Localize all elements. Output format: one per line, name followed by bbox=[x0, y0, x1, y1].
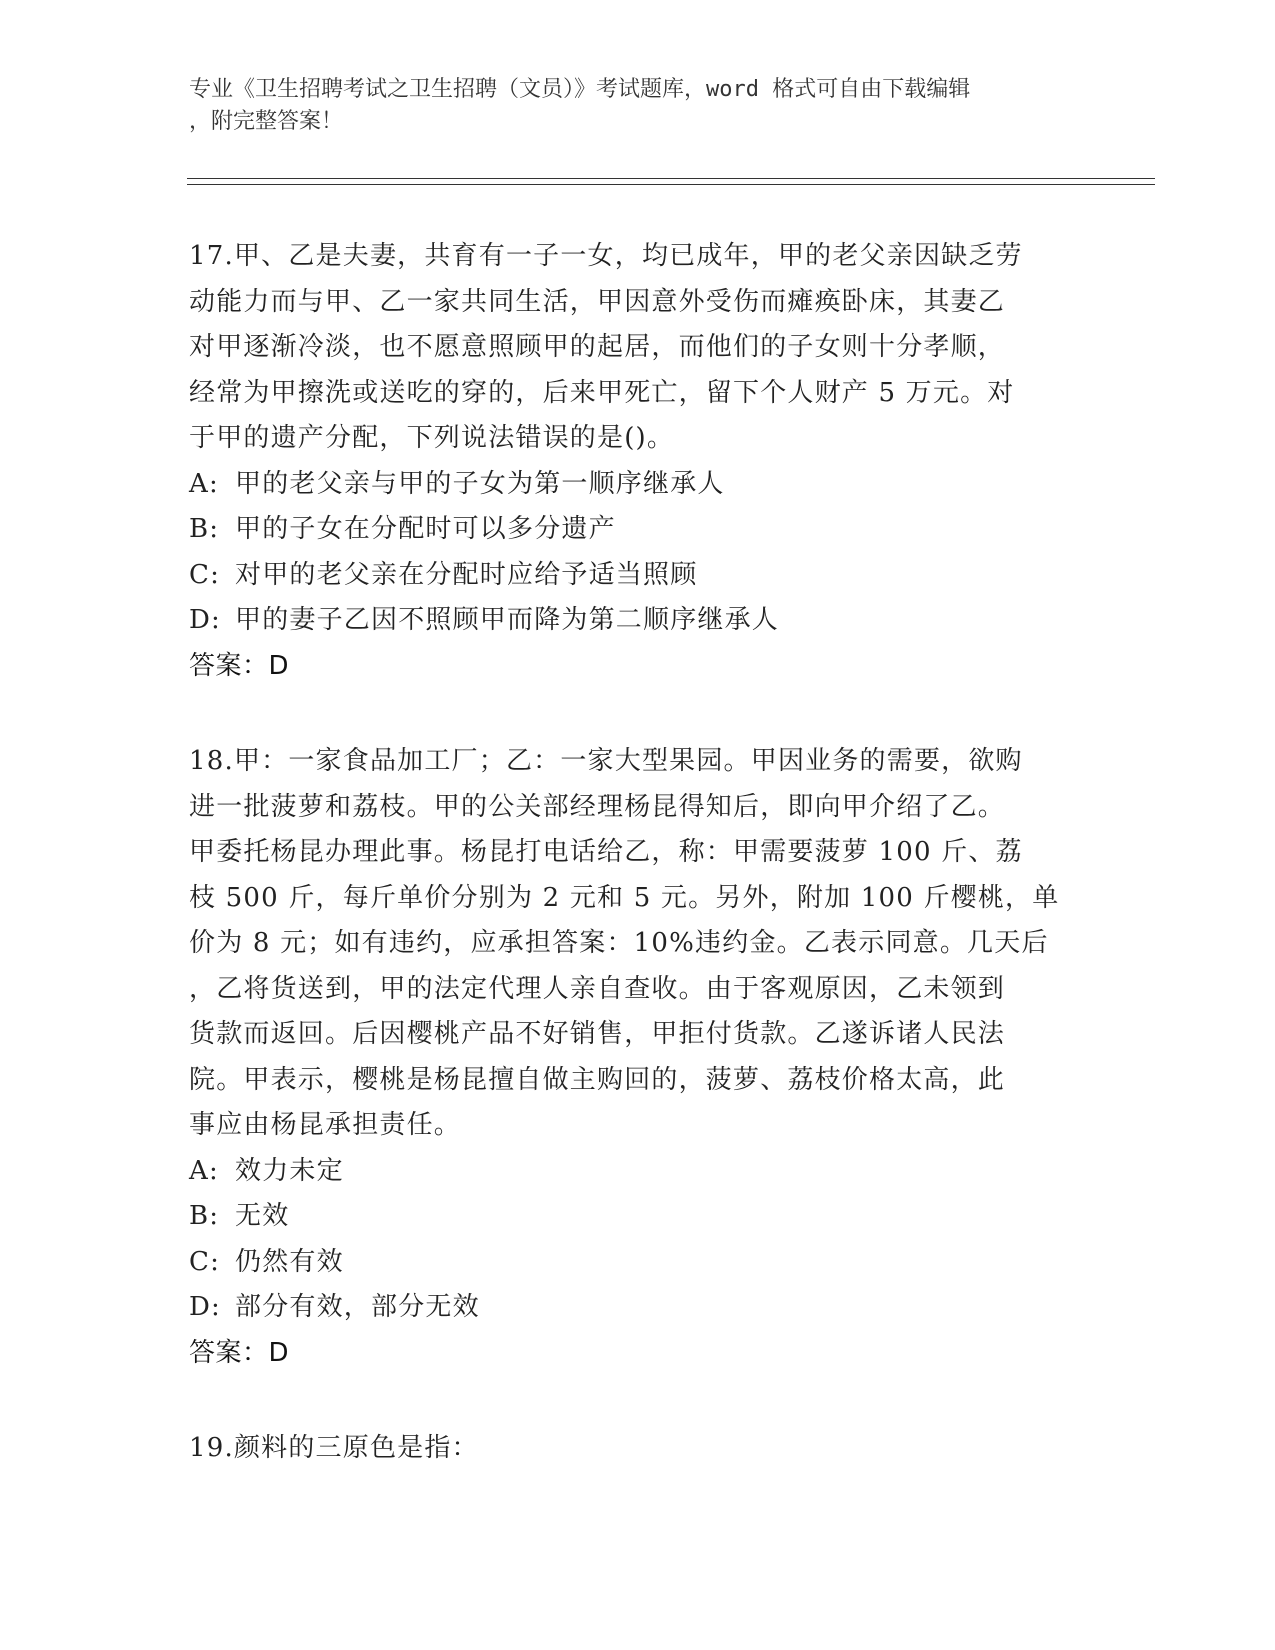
option-key: B: bbox=[189, 514, 220, 544]
option-text: 对甲的老父亲在分配时应给予适当照顾 bbox=[235, 559, 698, 590]
question-line: 事应由杨昆承担责任。 bbox=[189, 1110, 462, 1140]
question-text bbox=[189, 1426, 1089, 1472]
question-17 bbox=[189, 234, 1089, 689]
question-line: 19.颜料的三原色是指： bbox=[189, 1433, 479, 1463]
option-text: 效力未定 bbox=[235, 1155, 344, 1186]
option-key: A: bbox=[189, 468, 219, 499]
question-line: 枝 500 斤，每斤单价分别为 2 元和 5 元。另外，附加 100 斤樱桃，单 bbox=[189, 882, 1060, 913]
question-line: 甲委托杨昆办理此事。杨昆打电话给乙，称：甲需要菠萝 100 斤、荔 bbox=[189, 837, 1023, 867]
option-key: B: bbox=[189, 1201, 220, 1231]
question-text bbox=[189, 234, 1089, 462]
question-line: 经常为甲擦洗或送吃的穿的，后来甲死亡，留下个人财产 5 万元。对 bbox=[189, 377, 1015, 408]
option-d bbox=[189, 598, 1089, 644]
question-19 bbox=[189, 1426, 1089, 1472]
option-text: 甲的子女在分配时可以多分遗产 bbox=[235, 514, 616, 544]
option-d bbox=[189, 1285, 1089, 1331]
option-text: 无效 bbox=[235, 1201, 290, 1231]
answer-label: 答案：D bbox=[189, 1337, 290, 1368]
option-key: A: bbox=[189, 1155, 219, 1186]
question-line: 动能力而与甲、乙一家共同生活，甲因意外受伤而瘫痪卧床，其妻乙 bbox=[189, 286, 1006, 317]
question-line: 进一批菠萝和荔枝。甲的公关部经理杨昆得知后，即向甲介绍了乙。 bbox=[189, 791, 1006, 822]
question-line: 院。甲表示，樱桃是杨昆擅自做主购回的，菠萝、荔枝价格太高，此 bbox=[189, 1064, 1006, 1095]
question-text bbox=[189, 739, 1089, 1149]
header-divider-top bbox=[187, 178, 1155, 179]
option-key: D: bbox=[189, 1292, 222, 1322]
header-line-2: ，附完整答案！ bbox=[189, 109, 344, 134]
option-b bbox=[189, 507, 1089, 553]
option-text: 甲的老父亲与甲的子女为第一顺序继承人 bbox=[235, 468, 725, 499]
question-18 bbox=[189, 739, 1089, 1376]
question-line: 价为 8 元；如有违约，应承担答案：10%违约金。乙表示同意。几天后 bbox=[189, 928, 1049, 958]
option-text: 仍然有效 bbox=[235, 1246, 344, 1277]
option-a bbox=[189, 462, 1089, 508]
question-line: 货款而返回。后因樱桃产品不好销售，甲拒付货款。乙遂诉诸人民法 bbox=[189, 1019, 1006, 1049]
option-a bbox=[189, 1149, 1089, 1195]
option-key: C: bbox=[189, 1246, 221, 1277]
option-text: 部分有效，部分无效 bbox=[235, 1292, 480, 1322]
document-header bbox=[189, 74, 1089, 138]
option-b bbox=[189, 1194, 1089, 1240]
question-line: 对甲逐渐冷淡，也不愿意照顾甲的起居，而他们的子女则十分孝顺， bbox=[189, 332, 1006, 362]
option-key: D: bbox=[189, 605, 222, 635]
option-c bbox=[189, 553, 1089, 599]
option-text: 甲的妻子乙因不照顾甲而降为第二顺序继承人 bbox=[235, 605, 780, 635]
option-c bbox=[189, 1240, 1089, 1286]
question-line: ，乙将货送到，甲的法定代理人亲自查收。由于客观原因，乙未领到 bbox=[189, 973, 1006, 1004]
answer-label: 答案：D bbox=[189, 650, 290, 681]
question-line: 于甲的遗产分配，下列说法错误的是()。 bbox=[189, 423, 675, 453]
option-key: C: bbox=[189, 559, 221, 590]
question-line: 18.甲：一家食品加工厂；乙：一家大型果园。甲因业务的需要，欲购 bbox=[189, 746, 1023, 776]
header-divider-bottom bbox=[187, 184, 1155, 185]
header-line-1: 专业《卫生招聘考试之卫生招聘（文员）》考试题库，word 格式可自由下载编辑 bbox=[189, 77, 971, 102]
question-line: 17.甲、乙是夫妻，共育有一子一女，均已成年，甲的老父亲因缺乏劳 bbox=[189, 241, 1023, 271]
